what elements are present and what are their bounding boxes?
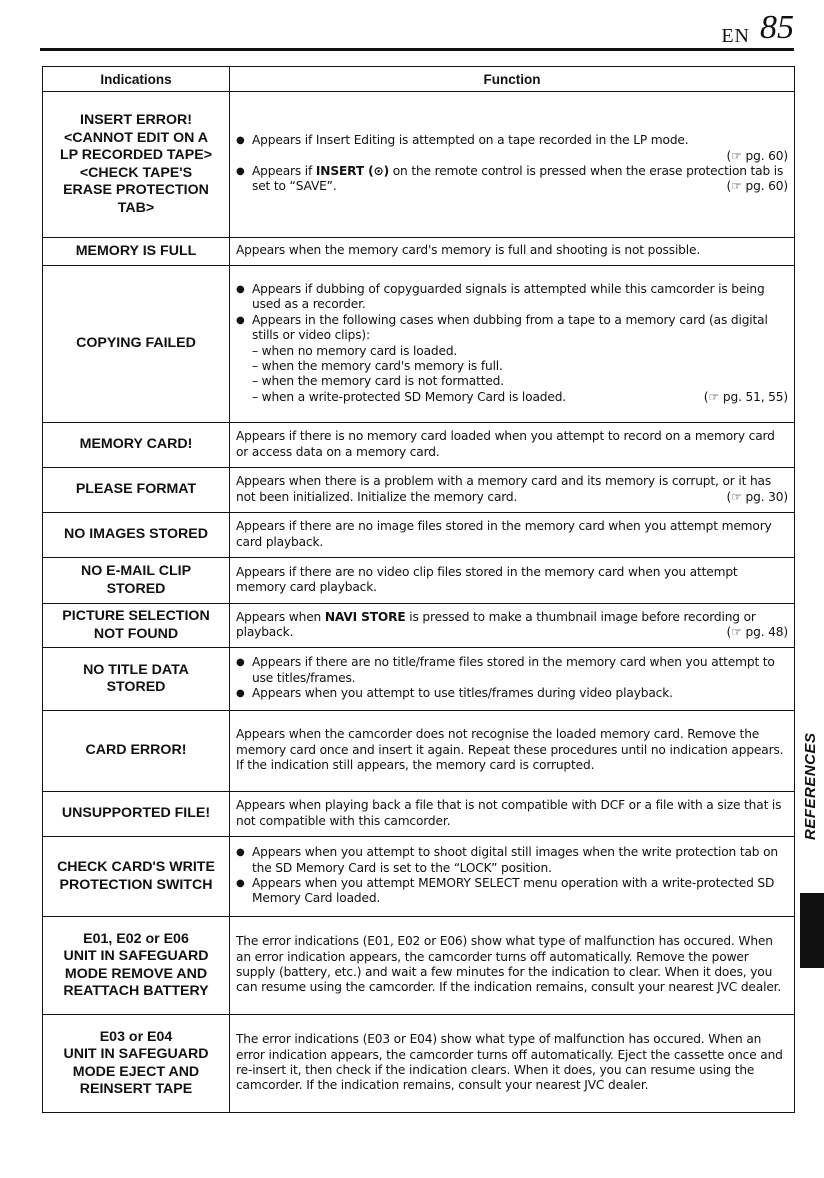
table-row: [43, 423, 795, 468]
function-description: Appears when playing back a file that is not compatible with DCF or a file with a size that is not compatible with this camcorder.: [230, 792, 795, 837]
function-description: Appears when there is a problem with a memory card and its memory is corrupt, or it has not been initialized. Initialize the memory card. (☞ pg. 30): [230, 468, 795, 513]
section-tab-label: REFERENCES: [802, 732, 819, 840]
function-description: [230, 837, 795, 917]
function-description: Appears if there are no image files stored in the memory card when you attempt memory card playback.: [230, 513, 795, 558]
function-description: Appears when the memory card's memory is full and shooting is not possible.: [230, 238, 795, 266]
function-description: [230, 266, 795, 423]
function-description: Appears if there are no video clip files stored in the memory card when you attempt memory card playback.: [230, 558, 795, 604]
table-row: [43, 92, 795, 238]
table-row: [43, 604, 795, 648]
sub-item: – when no memory card is loaded.: [252, 343, 458, 358]
table-row: [43, 558, 795, 604]
table-header-row: [43, 67, 795, 92]
bullet-item: ● Appears if Insert Editing is attempted on a tape recorded in the LP mode. (☞ pg. 60): [236, 133, 788, 164]
indication-label: MEMORY CARD!: [43, 423, 230, 468]
column-header-function: Function: [230, 67, 795, 92]
indication-label: COPYING FAILED: [43, 266, 230, 423]
sub-item: – when the memory card is not formatted.: [252, 374, 504, 389]
indication-label: PLEASE FORMAT: [43, 468, 230, 513]
indication-label: NO IMAGES STORED: [43, 513, 230, 558]
function-description: Appears when the camcorder does not recognise the loaded memory card. Remove the memory card once and insert it again. Repeat these procedures until no indication appears. If the indication still appears, the memory card is corrupted.: [230, 711, 795, 792]
language-code: EN: [721, 25, 750, 47]
page-reference: (☞ pg. 30): [726, 489, 788, 504]
bullet-item: ● Appears in the following cases when dubbing from a tape to a memory card (as digital stills or video clips):: [236, 313, 788, 344]
page-header: [40, 8, 794, 48]
table-row: [43, 711, 795, 792]
table-row: [43, 837, 795, 917]
indication-label: E03 or E04 UNIT IN SAFEGUARD MODE EJECT AND REINSERT TAPE: [43, 1015, 230, 1113]
page-reference: (☞ pg. 51, 55): [703, 389, 788, 404]
table-row: [43, 1015, 795, 1113]
function-description: Appears if there is no memory card loaded when you attempt to record on a memory card or access data on a memory card.: [230, 423, 795, 468]
indication-label: NO E-MAIL CLIP STORED: [43, 558, 230, 604]
indication-label: MEMORY IS FULL: [43, 238, 230, 266]
bullet-item: ● Appears if dubbing of copyguarded signals is attempted while this camcorder is being used as a recorder.: [236, 282, 788, 313]
table-row: [43, 468, 795, 513]
function-description: The error indications (E01, E02 or E06) show what type of malfunction has occured. When an error indication appears, the camcorder turns off automatically. Remove the power supply (battery, etc.) and wait a few minutes for the indication to clear. When it does, you can resume using the camcorder. If the indication remains, consult your nearest JVC dealer.: [230, 917, 795, 1015]
sub-item: – when a write-protected SD Memory Card is loaded. (☞ pg. 51, 55): [252, 389, 788, 404]
page-reference: (☞ pg. 60): [726, 179, 788, 194]
indications-table: [42, 66, 795, 1113]
indication-label: NO TITLE DATA STORED: [43, 648, 230, 711]
page-number: 85: [760, 9, 794, 46]
indication-label: UNSUPPORTED FILE!: [43, 792, 230, 837]
page-reference: (☞ pg. 60): [726, 148, 788, 163]
table-row: [43, 792, 795, 837]
bullet-item: ● Appears when you attempt to shoot digital still images when the write protection tab on the SD Memory Card is set to the “LOCK” position.: [236, 845, 788, 876]
bullet-item: ● Appears if INSERT (⊙) on the remote control is pressed when the erase protection tab is set to “SAVE”. (☞ pg. 60): [236, 164, 788, 195]
indication-label: E01, E02 or E06 UNIT IN SAFEGUARD MODE REMOVE AND REATTACH BATTERY: [43, 917, 230, 1015]
indication-label: INSERT ERROR! <CANNOT EDIT ON A LP RECORDED TAPE> <CHECK TAPE'S ERASE PROTECTION TAB>: [43, 92, 230, 238]
indication-label: CARD ERROR!: [43, 711, 230, 792]
table-row: [43, 917, 795, 1015]
bullet-item: ● Appears when you attempt to use titles/frames during video playback.: [236, 686, 788, 701]
table-row: [43, 648, 795, 711]
section-tab-marker: [800, 893, 824, 968]
function-description: [230, 92, 795, 238]
function-description: Appears when NAVI STORE is pressed to make a thumbnail image before recording or playback. (☞ pg. 48): [230, 604, 795, 648]
indication-label: CHECK CARD'S WRITE PROTECTION SWITCH: [43, 837, 230, 917]
bullet-item: ● Appears if there are no title/frame files stored in the memory card when you attempt to use titles/frames.: [236, 655, 788, 686]
table-row: [43, 513, 795, 558]
table-row: [43, 266, 795, 423]
function-description: The error indications (E03 or E04) show what type of malfunction has occured. When an error indication appears, the camcorder turns off automatically. Eject the cassette once and re-insert it, then check if the indication clears. When it does, you can resume using the camcorder. If the indication remains, consult your nearest JVC dealer.: [230, 1015, 795, 1113]
page-reference: (☞ pg. 48): [726, 625, 788, 639]
function-description: [230, 648, 795, 711]
table-row: [43, 238, 795, 266]
header-rule: [40, 48, 794, 51]
column-header-indications: Indications: [43, 67, 230, 92]
sub-item: – when the memory card's memory is full.: [252, 358, 503, 373]
bullet-item: ● Appears when you attempt MEMORY SELECT menu operation with a write-protected SD Memory Card loaded.: [236, 876, 788, 907]
indication-label: PICTURE SELECTION NOT FOUND: [43, 604, 230, 648]
